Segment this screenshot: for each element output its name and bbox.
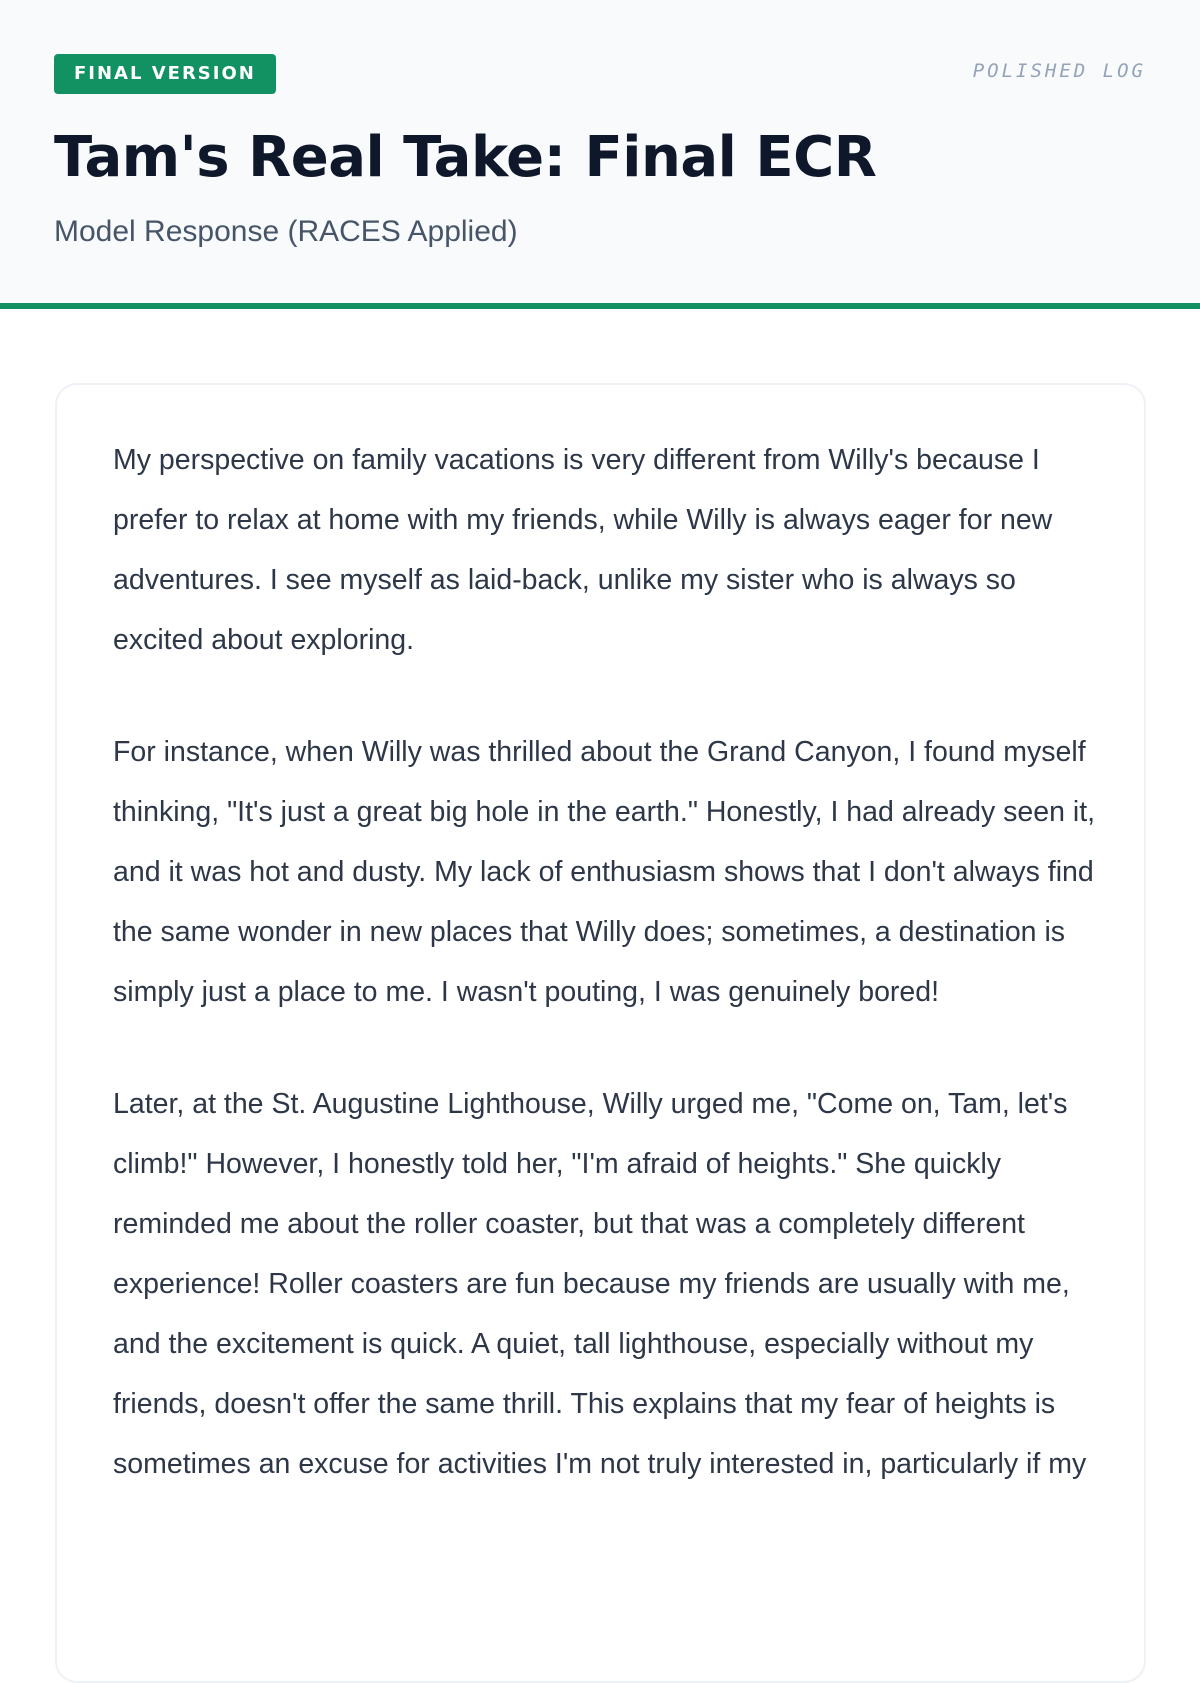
response-paragraph-1: My perspective on family vacations is very different from Willy's because I prefer to relax at home with my friends, while Willy is always eager for new adventures. I see myself as laid-back, unlike my sister who is always so excited about exploring.: [113, 444, 1053, 656]
page-header: [0, 0, 1200, 309]
page-subtitle: Model Response (RACES Applied): [54, 215, 518, 248]
response-paragraph-2: For instance, when Willy was thrilled about the Grand Canyon, I found myself thinking, "It's just a great big hole in the earth." Honestly, I had already seen it, and it was hot and dusty. My lack of enthusiasm shows that I don't always find the same wonder in new places that Willy does; sometimes, a destination is simply just a place to me. I wasn't pouting, I was genuinely bored!: [113, 736, 1096, 1008]
final-version-badge: FINAL VERSION: [54, 54, 276, 94]
page-title: Tam's Real Take: Final ECR: [54, 125, 877, 190]
response-text: [113, 430, 1103, 1546]
polished-log-label: POLISHED LOG: [972, 60, 1146, 82]
response-paragraph-3: Later, at the St. Augustine Lighthouse, Willy urged me, "Come on, Tam, let's climb!" However, I honestly told her, "I'm afraid of heights." She quickly reminded me about the roller coaster, but that was a completely different experience! Roller coasters are fun because my friends are usually with me, and the excitement is quick. A quiet, tall lighthouse, especially without my friends, doesn't offer the same thrill. This explains that my fear of heights is sometimes an excuse for activities I'm not truly interested in, particularly if my: [113, 1088, 1087, 1480]
response-card: [55, 383, 1146, 1683]
